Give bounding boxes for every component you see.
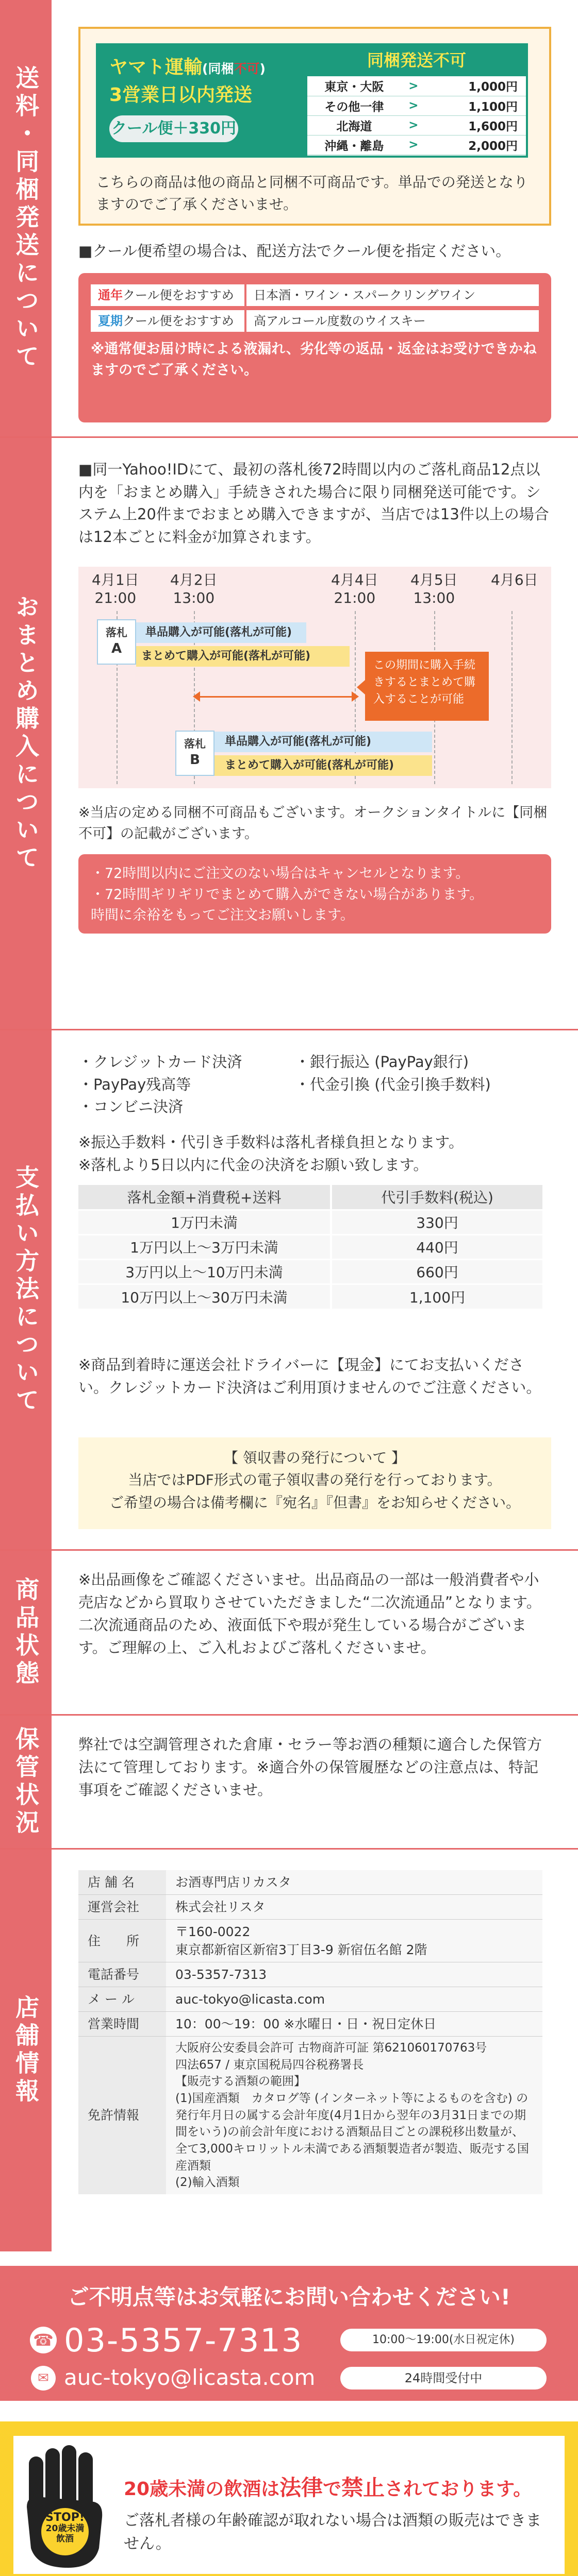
rate-row: 北海道 > 1,600円: [307, 115, 526, 135]
store-row: 運営会社 株式会社リスタ: [78, 1895, 542, 1920]
cod-fee-table: [78, 1185, 542, 1309]
yamato-banner: [96, 43, 528, 158]
storage-text: 弊社では空調管理された倉庫・セラー等お酒の種類に適合した保管方法にて管理しております。※適合外の保管履歴などの注意点は、特記事項をご確認くださいませ。: [78, 1736, 542, 1799]
matome-purchase-bar-b: まとめて購入が可能(落札が可能): [214, 755, 432, 776]
table-header: 落札金額+消費税+送料 代引手数料(税込): [78, 1185, 542, 1210]
age-notice: [0, 2421, 578, 2576]
phone-icon: ☎: [30, 2327, 57, 2353]
bundle-note: ※当店の定める同梱不可商品もございます。オークションタイトルに【同梱不可】の記載がございます。: [78, 805, 548, 842]
callout-pointer: [357, 680, 365, 694]
chevron-right-icon: >: [401, 96, 426, 115]
store-row: 営業時間 10：00〜19：00 ※水曜日・日・祝日定休日: [78, 2012, 542, 2037]
chevron-right-icon: >: [401, 115, 426, 135]
shipping-content: [52, 0, 578, 436]
payment-methods: [78, 1051, 551, 1118]
rate-table: [307, 43, 528, 158]
table-row: 3万円以上〜10万円未満 660円: [78, 1259, 542, 1284]
notice-line-1: 20歳未満の飲酒は法律で禁止されております。: [124, 2475, 532, 2500]
condition-section: [0, 1551, 578, 1716]
bundle-section: [0, 438, 578, 1030]
yamato-banner-left: ヤマト運輸(同梱不可) 3営業日以内発送 クール便＋330円: [96, 43, 307, 158]
receipt-box: 【 領収書の発行について 】 当店ではPDF形式の電子領収書の発行を行っております。 ご希望の場合は備考欄に『宛名』『但書』をお知らせください。: [78, 1437, 551, 1529]
shipping-info-box: [78, 27, 551, 226]
payment-note-1: ※振込手数料・代引き手数料は落札者様負担となります。: [78, 1133, 464, 1151]
timeline-date: 4月6日: [491, 571, 538, 588]
cool-row: 通年クール便をおすすめ 日本酒・ワイン・スパークリングワイン: [91, 284, 539, 306]
store-row: 住 所 〒160-0022 東京都新宿区新宿3丁目3-9 新宿伍名館 2階: [78, 1920, 542, 1962]
matome-purchase-bar-a: まとめて購入が可能(落札が可能): [136, 646, 350, 667]
payment-side-label: 支払い方法について: [0, 1030, 52, 1549]
notice-line-2: ご落札者様の年齢確認が取れない場合は酒類の販売はできません。: [124, 2512, 541, 2553]
bid-a-marker: 落札 A: [97, 619, 136, 665]
store-info-table: [78, 1870, 542, 2194]
carrier-name: ヤマト運輸: [109, 57, 203, 78]
storage-section: [0, 1716, 578, 1850]
rate-row: 東京・大阪 > 1,000円: [307, 76, 526, 96]
cool-warning: ※通常便お届け時による液漏れ、劣化等の返品・返金はお受けできかねますのでご了承ください。: [91, 341, 537, 378]
payment-note-3: ※商品到着時に運送会社ドライバーに【現金】にてお支払いください。クレジットカード決済はご利用頂けませんのでご注意ください。: [78, 1356, 541, 1396]
payment-section: [0, 1030, 578, 1551]
bundle-intro: ■同一Yahoo!IDにて、最初の落札後72時間以内のご落札商品12点以内を「おまとめ購入」手続きされた場合に限り同梱発送可能です。システム上20件までおまとめ購入できますが、当店では13件以上の場合は12本ごとに料金が加算されます。: [78, 461, 549, 546]
bid-b-marker: 落札 B: [175, 731, 214, 776]
method-bank: ・銀行振込 (PayPay銀行): [295, 1053, 469, 1071]
period-arrow: [195, 696, 353, 698]
table-row: 1万円以上〜3万円未満 440円: [78, 1234, 542, 1259]
contact-email[interactable]: auc-tokyo@licasta.com: [64, 2365, 316, 2390]
method-cod: ・代金引換 (代金引換手数料): [295, 1075, 491, 1093]
timeline-date: 4月1日 21:00: [92, 571, 139, 606]
chevron-right-icon: >: [401, 135, 426, 155]
timeline-date: 4月2日 13:00: [170, 571, 218, 606]
stop-hand-icon: [27, 2445, 104, 2569]
contact-banner: [0, 2266, 578, 2401]
condition-text: ※出品画像をご確認くださいませ。出品商品の一部は一般消費者や小売店などから買取りさせていただきました“二次流通品”となります。二次流通商品のため、液面低下や瑕が発生している場合がございます。ご理解の上、ご入札およびご落札くださいませ。: [78, 1571, 541, 1657]
stop-label: STOP! 20歳未満 飲酒: [45, 2511, 85, 2544]
store-row: 電話番号 03-5357-7313: [78, 1962, 542, 1987]
arrow-left-icon: [193, 691, 200, 702]
single-purchase-bar-a: 単品購入が可能(落札が可能): [136, 622, 306, 643]
cool-row: 夏期クール便をおすすめ 高アルコール度数のウイスキー: [91, 310, 539, 332]
timeline-date: 4月5日 13:00: [410, 571, 458, 606]
mail-icon: ✉: [31, 2366, 56, 2391]
email-note: 24時間受付中: [340, 2367, 547, 2389]
contact-title: ご不明点等はお気軽にお問い合わせください!: [67, 2284, 511, 2310]
timeline-date: 4月4日 21:00: [331, 571, 378, 606]
single-purchase-bar-b: 単品購入が可能(落札が可能): [214, 732, 432, 752]
payment-note-2: ※落札より5日以内に代金の決済をお願い致します。: [78, 1156, 428, 1174]
rate-row: 沖縄・離島 > 2,000円: [307, 135, 526, 155]
store-row: 免許情報 大阪府公安委員会許可 古物商許可証 第621060170763号 四法657 / 東京国税局四谷税務署長 【販売する酒類の範囲】 (1)国産酒類 カタログ等 (インターネット等によるものを含む) の発行年月日の属する会計年度(4月1日から翌年の3月31日までの期間をいう)の前会計年度における酒類品目ごとの課税移出数量が、全て3,000キロリットル未満である酒類製造者が製造、販売する国産酒類 (2)輸入酒類: [78, 2037, 542, 2194]
contact-hours: 10:00〜19:00(水日祝定休): [340, 2329, 547, 2351]
shipping-side-label: 送料・同梱発送について: [0, 0, 52, 436]
store-side-label: 店舗情報: [0, 1850, 52, 2251]
store-row: メ ー ル auc-tokyo@licasta.com: [78, 1987, 542, 2012]
rate-row: その他一律 > 1,100円: [307, 96, 526, 115]
rate-table-header: 同梱発送不可: [307, 45, 526, 76]
cool-instruction: ■クール便希望の場合は、配送方法でクール便を指定ください。: [78, 242, 511, 260]
store-section: [0, 1850, 578, 2251]
bundle-timeline: [78, 567, 551, 788]
condition-side-label: 商品状態: [0, 1551, 52, 1714]
bundle-side-label: おまとめ購入について: [0, 438, 52, 1029]
table-row: 10万円以上〜30万円未満 1,100円: [78, 1284, 542, 1309]
bundle-warning-box: ・72時間以内にご注文のない場合はキャンセルとなります。 ・72時間ギリギリでまとめて購入ができない場合があります。 時間に余裕をもってご注文お願いします。: [78, 854, 551, 934]
period-callout: この期間に購入手続きするとまとめて購入することが可能: [365, 652, 489, 721]
method-credit: ・クレジットカード決済: [78, 1053, 242, 1071]
receipt-title: 【 領収書の発行について 】: [223, 1449, 406, 1466]
table-row: 1万円未満 330円: [78, 1210, 542, 1234]
method-paypay: ・PayPay残高等: [78, 1075, 191, 1093]
cool-fee: クール便＋330円: [109, 115, 238, 142]
chevron-right-icon: >: [401, 76, 426, 96]
contact-phone[interactable]: 03-5357-7313: [64, 2321, 303, 2359]
shipping-note: こちらの商品は他の商品と同梱不可商品です。単品での発送となりますのでご了承くださいませ。: [96, 174, 528, 213]
storage-side-label: 保管状況: [0, 1716, 52, 1848]
method-convenience: ・コンビニ決済: [78, 1098, 184, 1115]
store-row: 店 舗 名 お酒専門店リカスタ: [78, 1870, 542, 1895]
ship-days: 3営業日以内発送: [109, 84, 253, 106]
cool-recommend-box: [78, 273, 551, 422]
shipping-section: [0, 0, 578, 438]
